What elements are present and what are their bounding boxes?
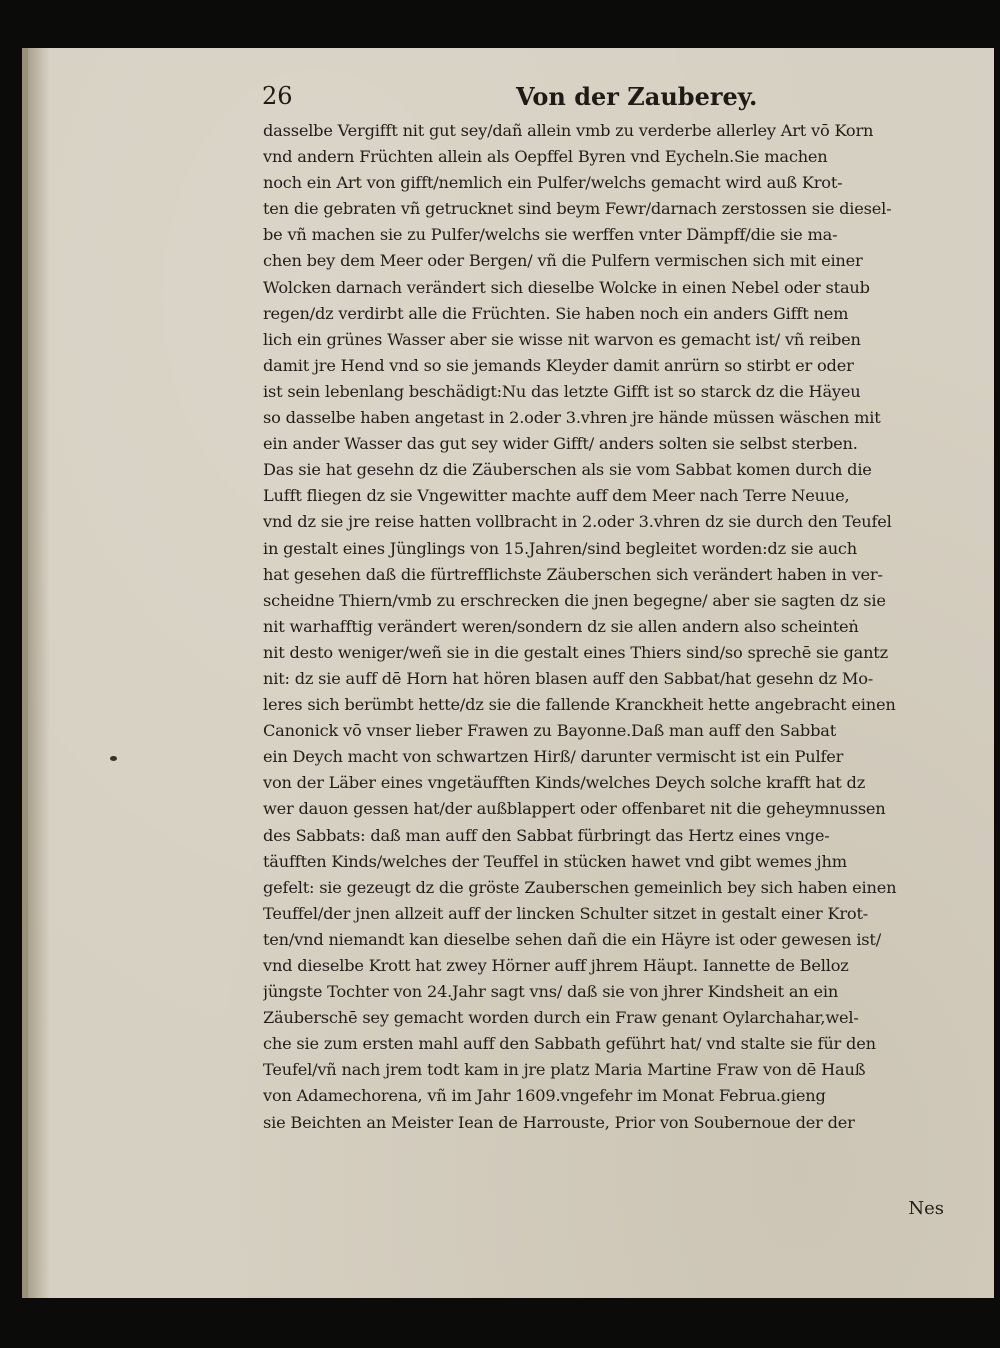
text-line: noch ein Art von gifft/nemlich ein Pulfer/welchs gemacht wird auß Krot- [263, 173, 843, 193]
text-line: Teuffel/der jnen allzeit auff der lincken Schulter sitzet in gestalt einer Krot- [263, 903, 869, 923]
margin-ink-mark [110, 756, 117, 761]
text-line: nit: dz sie auff dē Horn hat hören blasen auff den Sabbat/hat gesehn dz Mo- [263, 668, 874, 688]
text-line: Das sie hat gesehn dz die Zäuberschen als sie vom Sabbat komen durch die [263, 460, 872, 480]
text-line: des Sabbats: daß man auff den Sabbat fürbringt das Hertz eines vnge- [263, 825, 830, 845]
text-line: dasselbe Vergifft nit gut sey/dañ allein vmb zu verderbe allerley Art vō Korn [263, 121, 874, 140]
text-line: Canonick vō vnser lieber Frawen zu Bayonne.Daß man auff den Sabbat [263, 721, 837, 741]
text-line: ten/vnd niemandt kan dieselbe sehen dañ die ein Häyre ist oder gewesen ist/ [263, 929, 881, 949]
text-line: ein ander Wasser das gut sey wider Gifft/ anders solten sie selbst sterben. [263, 434, 858, 454]
text-line: ein Deych macht von schwartzen Hirß/ darunter vermischt ist ein Pulfer [263, 747, 844, 767]
gutter-shadow [28, 48, 50, 1298]
text-line: che sie zum ersten mahl auff den Sabbath geführt hat/ vnd stalte sie für den [263, 1034, 876, 1054]
text-line: ten die gebraten vñ getrucknet sind beym Fewr/darnach zerstossen sie diesel- [263, 199, 892, 219]
text-line: vnd dz sie jre reise hatten vollbracht in 2.oder 3.vhren dz sie durch den Teufel [263, 512, 892, 532]
text-line: wer dauon gessen hat/der außblappert oder offenbaret nit die geheymnussen [263, 799, 886, 819]
text-line: von der Läber eines vngetäufften Kinds/welches Deych solche krafft hat dz [263, 773, 866, 793]
text-line: hat gesehen daß die fürtrefflichste Zäuberschen sich verändert haben in ver- [263, 564, 883, 584]
text-line: ist sein lebenlang beschädigt:Nu das letzte Gifft ist so starck dz die Häyeu [263, 381, 861, 401]
text-line: jüngste Tochter von 24.Jahr sagt vns/ daß sie von jhrer Kindsheit an ein [263, 982, 839, 1002]
text-line: be vñ machen sie zu Pulfer/welchs sie werffen vnter Dämpff/die sie ma- [263, 225, 838, 245]
catchword: Nes [908, 1198, 944, 1219]
text-line: Wolcken darnach verändert sich dieselbe Wolcke in einen Nebel oder staub [263, 277, 870, 297]
text-line: Lufft fliegen dz sie Vngewitter machte auff dem Meer nach Terre Neuue, [263, 486, 850, 506]
text-line: regen/dz verdirbt alle die Früchten. Sie haben noch ein anders Gifft nem [263, 303, 849, 323]
text-line: Zäuberschē sey gemacht worden durch ein Fraw genant Oylarchahar,wel- [263, 1008, 859, 1028]
page-header [238, 82, 968, 116]
text-line: vnd andern Früchten allein als Oepffel Byren vnd Eycheln.Sie machen [263, 147, 828, 167]
text-line: vnd dieselbe Krott hat zwey Hörner auff jhrem Häupt. Iannette de Belloz [263, 956, 849, 975]
text-line: scheidne Thiern/vmb zu erschrecken die jnen begegne/ aber sie sagten dz sie [263, 590, 886, 610]
text-line: nit warhafftig verändert weren/sondern dz sie allen andern also scheinteṅ [263, 616, 859, 636]
text-line: Teufel/vñ nach jrem todt kam in jre platz Maria Martine Fraw von dē Hauß [263, 1060, 866, 1080]
text-line: nit desto weniger/weñ sie in die gestalt eines Thiers sind/so sprechē sie gantz [263, 642, 888, 662]
running-title: Von der Zauberey. [516, 82, 758, 111]
text-line: sie Beichten an Meister Iean de Harrouste, Prior von Soubernoue der der [263, 1112, 855, 1132]
body-text [263, 118, 963, 1208]
text-line: von Adamechorena, vñ im Jahr 1609.vngefehr im Monat Februa.gieng [263, 1086, 826, 1106]
text-line: gefelt: sie gezeugt dz die gröste Zauberschen gemeinlich bey sich haben einen [263, 877, 897, 897]
text-line: so dasselbe haben angetast in 2.oder 3.vhren jre hände müssen wäschen mit [263, 408, 881, 428]
text-line: täufften Kinds/welches der Teuffel in stücken hawet vnd gibt wemes jhm [263, 851, 847, 871]
page-number: 26 [262, 82, 293, 110]
text-line: chen bey dem Meer oder Bergen/ vñ die Pulfern vermischen sich mit einer [263, 251, 863, 271]
text-line: leres sich berümbt hette/dz sie die fallende Kranckheit hette angebracht einen [263, 695, 896, 715]
text-line: in gestalt eines Jünglings von 15.Jahren/sind begleitet worden:dz sie auch [263, 538, 858, 558]
text-line: damit jre Hend vnd so sie jemands Kleyder damit anrürn so stirbt er oder [263, 355, 854, 375]
text-line: lich ein grünes Wasser aber sie wisse nit warvon es gemacht ist/ vñ reiben [263, 329, 861, 349]
